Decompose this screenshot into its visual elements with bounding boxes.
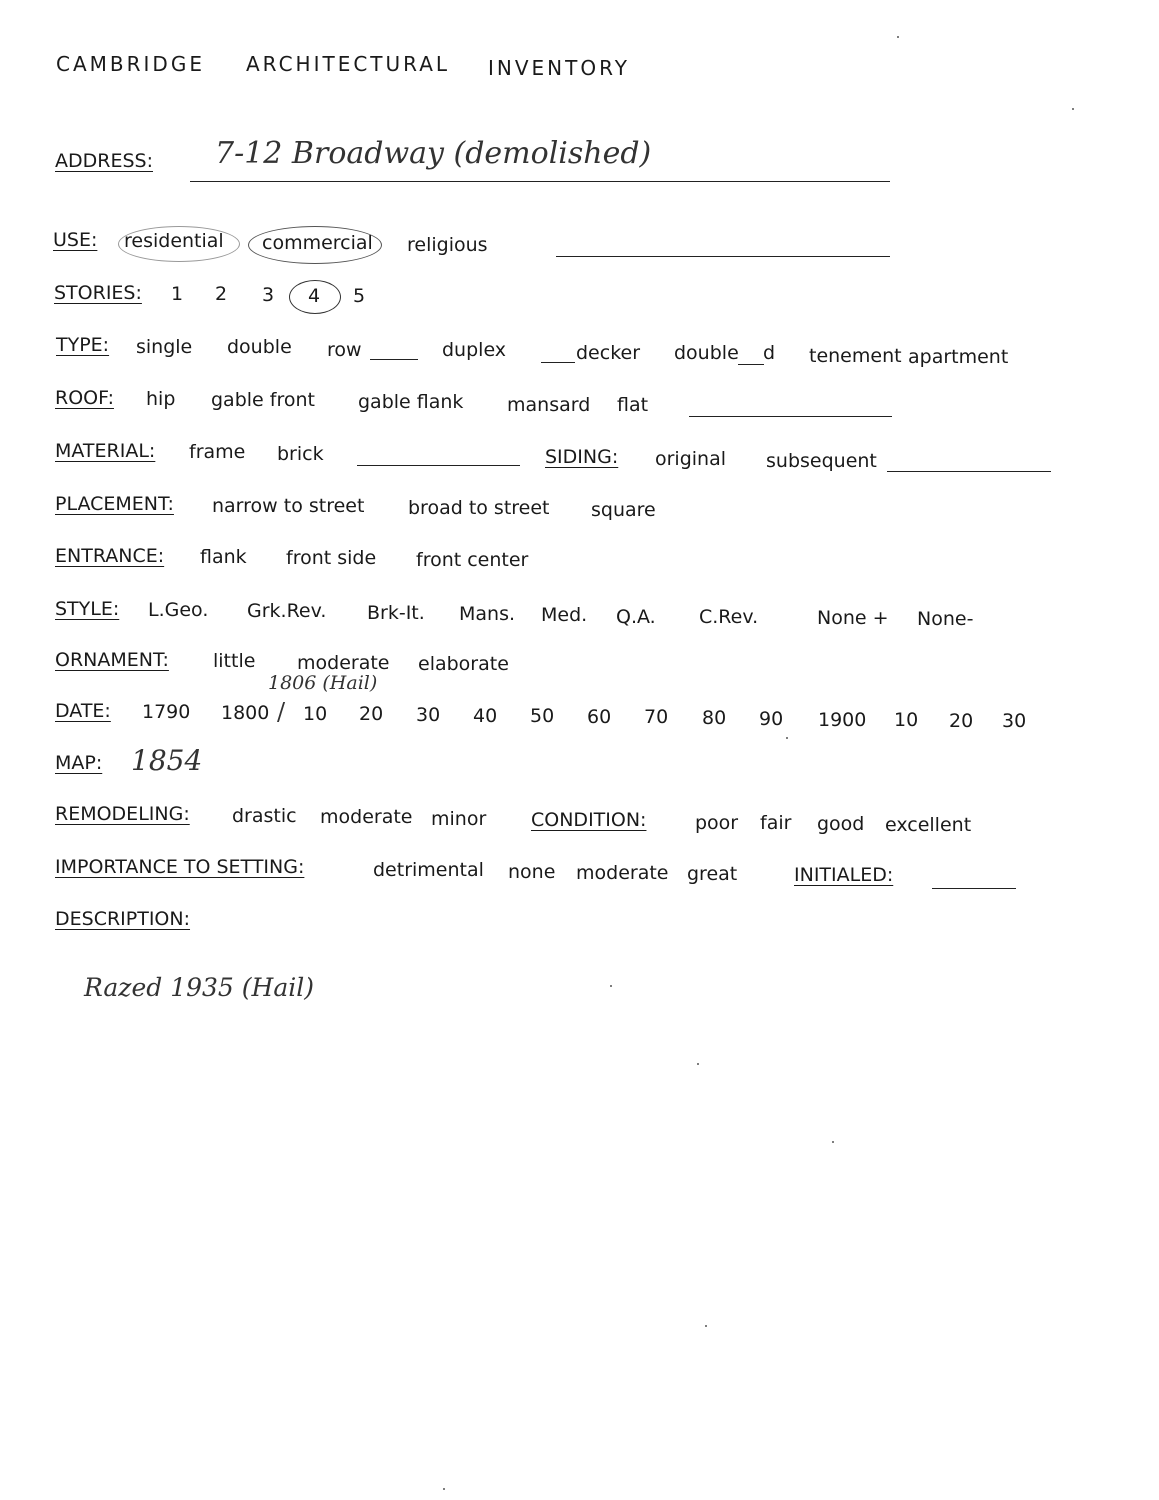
type-option: double xyxy=(227,336,292,358)
style-option: L.Geo. xyxy=(148,599,209,621)
scan-speck xyxy=(705,1325,707,1327)
initialed-line xyxy=(932,888,1016,889)
date-option: 1800 xyxy=(221,702,270,724)
remodeling-label: REMODELING: xyxy=(55,803,190,825)
scan-speck xyxy=(897,36,899,38)
form-title-part: INVENTORY xyxy=(488,56,630,80)
use-label: USE: xyxy=(53,229,98,251)
date-option: 70 xyxy=(644,706,669,728)
style-option: Grk.Rev. xyxy=(247,600,327,622)
date-option: 1900 xyxy=(818,709,867,731)
stories-option: 3 xyxy=(262,284,275,306)
roof-option: hip xyxy=(146,388,176,410)
style-option: Brk-It. xyxy=(367,602,425,624)
remodeling-option: moderate xyxy=(320,806,413,828)
date-annotation: 1806 (Hail) xyxy=(268,672,378,694)
map-value: 1854 xyxy=(131,744,203,777)
date-option: 1790 xyxy=(142,701,191,723)
form-title-part: CAMBRIDGE xyxy=(56,52,205,76)
roof-label: ROOF: xyxy=(55,387,114,409)
description-note: Razed 1935 (Hail) xyxy=(84,973,314,1002)
type-option: tenement xyxy=(809,345,902,367)
remodeling-option: minor xyxy=(431,808,487,830)
date-option: 50 xyxy=(530,705,555,727)
condition-option: excellent xyxy=(885,814,972,836)
type-option: decker xyxy=(576,342,641,364)
siding-option: subsequent xyxy=(766,450,877,472)
date-option: 20 xyxy=(949,710,974,732)
date-option: 10 xyxy=(303,703,328,725)
siding-option: original xyxy=(655,448,727,470)
roof-option: gable front xyxy=(211,389,315,411)
roof-other-line xyxy=(689,416,892,417)
use-other-line xyxy=(556,256,890,257)
siding-label: SIDING: xyxy=(545,446,619,468)
date-option: 20 xyxy=(359,703,384,725)
scan-speck xyxy=(443,1488,445,1490)
description-label: DESCRIPTION: xyxy=(55,908,191,930)
importance-option: great xyxy=(687,863,738,885)
importance-option: none xyxy=(508,861,556,883)
siding-other-line xyxy=(887,471,1051,472)
condition-option: poor xyxy=(695,812,739,834)
type-option: apartment xyxy=(908,346,1009,368)
use-option: religious xyxy=(407,234,488,256)
type-double-line xyxy=(738,364,764,365)
style-option: None- xyxy=(917,608,974,630)
entrance-option: front center xyxy=(416,549,529,571)
placement-label: PLACEMENT: xyxy=(55,493,174,515)
type-row-line xyxy=(370,359,418,360)
style-label: STYLE: xyxy=(55,598,120,620)
date-slash-mark: / xyxy=(277,698,286,726)
importance-label: IMPORTANCE TO SETTING: xyxy=(55,856,305,878)
use-option: residential xyxy=(124,230,224,252)
stories-option: 4 xyxy=(308,285,321,307)
style-option: C.Rev. xyxy=(699,606,759,628)
type-option: single xyxy=(136,336,193,358)
type-option: row xyxy=(327,339,362,361)
date-label: DATE: xyxy=(55,700,111,722)
map-label: MAP: xyxy=(55,752,103,774)
style-option: None + xyxy=(817,607,889,629)
date-option: 90 xyxy=(759,708,784,730)
scan-speck xyxy=(786,737,788,739)
form-title-part: ARCHITECTURAL xyxy=(246,52,451,76)
ornament-option: little xyxy=(213,650,256,672)
date-option: 10 xyxy=(894,709,919,731)
placement-option: square xyxy=(591,499,656,521)
scan-speck xyxy=(610,985,612,987)
scan-speck xyxy=(832,1141,834,1143)
ornament-label: ORNAMENT: xyxy=(55,649,169,671)
placement-option: broad to street xyxy=(408,497,550,519)
material-label: MATERIAL: xyxy=(55,440,156,462)
stories-option: 5 xyxy=(353,285,366,307)
condition-label: CONDITION: xyxy=(531,809,647,831)
date-option: 60 xyxy=(587,706,612,728)
initialed-label: INITIALED: xyxy=(794,864,894,886)
scan-speck xyxy=(1072,108,1074,110)
address-line xyxy=(190,181,890,182)
type-option: double xyxy=(674,342,739,364)
importance-option: moderate xyxy=(576,862,669,884)
date-option: 40 xyxy=(473,705,498,727)
style-option: Q.A. xyxy=(616,606,656,628)
material-option: brick xyxy=(277,443,324,465)
ornament-option: elaborate xyxy=(418,653,509,675)
roof-option: flat xyxy=(617,394,649,416)
type-option: duplex xyxy=(442,339,507,361)
condition-option: fair xyxy=(760,812,792,834)
importance-option: detrimental xyxy=(373,859,484,881)
condition-option: good xyxy=(817,813,865,835)
stories-option: 1 xyxy=(171,283,184,305)
entrance-option: front side xyxy=(286,547,377,569)
ornament-option: moderate xyxy=(297,652,390,674)
date-option: 30 xyxy=(1002,710,1027,732)
use-option: commercial xyxy=(262,232,373,254)
entrance-option: flank xyxy=(200,546,247,568)
roof-option: gable flank xyxy=(358,391,464,413)
type-option: d xyxy=(763,342,776,364)
style-option: Med. xyxy=(541,604,588,626)
entrance-label: ENTRANCE: xyxy=(55,545,165,567)
type-decker-line xyxy=(541,362,575,363)
style-option: Mans. xyxy=(459,603,516,625)
roof-option: mansard xyxy=(507,394,591,416)
stories-label: STORIES: xyxy=(54,282,142,304)
material-other-line xyxy=(357,465,520,466)
type-label: TYPE: xyxy=(56,334,110,356)
remodeling-option: drastic xyxy=(232,805,297,827)
date-option: 80 xyxy=(702,707,727,729)
address-value: 7-12 Broadway (demolished) xyxy=(215,136,652,171)
date-option: 30 xyxy=(416,704,441,726)
address-label: ADDRESS: xyxy=(55,150,153,172)
scan-speck xyxy=(697,1063,699,1065)
placement-option: narrow to street xyxy=(212,495,365,517)
material-option: frame xyxy=(189,441,246,463)
stories-option: 2 xyxy=(215,283,228,305)
